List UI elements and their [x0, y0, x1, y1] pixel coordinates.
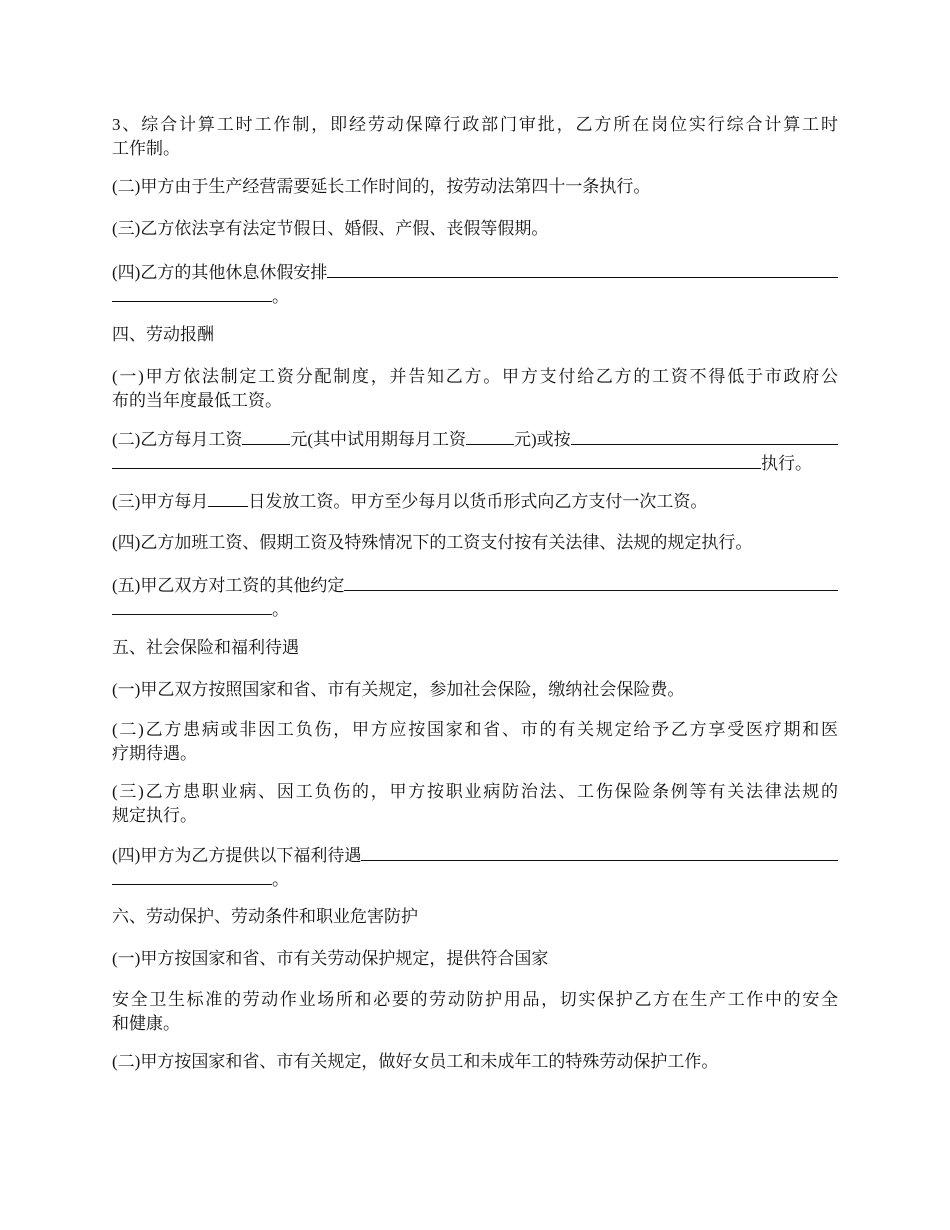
paragraph-benefits	[112, 843, 838, 891]
sentence-end: 执行。	[761, 454, 812, 473]
paragraph-wage-system	[112, 365, 838, 413]
fill-blank-probation-wage[interactable]	[466, 427, 514, 445]
fill-blank-line[interactable]	[112, 597, 272, 615]
paragraph-social-insurance	[112, 678, 838, 702]
paragraph-overtime-pay	[112, 531, 838, 555]
paragraph-safety-standards	[112, 988, 838, 1036]
paragraph-line: (一)甲方按国家和省、市有关劳动保护规定，提供符合国家	[112, 949, 549, 968]
paragraph-line: (三)乙方依法享有法定节假日、婚假、产假、丧假等假期。	[112, 219, 549, 238]
paragraph-other-rest	[112, 260, 838, 308]
field-label: (四)甲方为乙方提供以下福利待遇	[112, 846, 362, 865]
fill-blank-line[interactable]	[344, 573, 838, 591]
paragraph-line: (二)甲方由于生产经营需要延长工作时间的，按劳动法第四十一条执行。	[112, 177, 651, 196]
paragraph-line: 布的当年度最低工资。	[112, 391, 282, 410]
paragraph-line: (四)乙方加班工资、假期工资及特殊情况下的工资支付按有关法律、法规的规定执行。	[112, 533, 753, 552]
paragraph-comprehensive-hours	[112, 113, 838, 161]
fill-blank-line[interactable]	[112, 451, 761, 469]
paragraph-line: 3、综合计算工时工作制，即经劳动保障行政部门审批，乙方所在岗位实行综合计算工时	[112, 115, 838, 134]
paragraph-line: 规定执行。	[112, 806, 197, 825]
paragraph-other-wage-agreement	[112, 573, 838, 621]
sentence-end: 。	[272, 870, 289, 889]
paragraph-holidays	[112, 217, 838, 241]
fill-blank-line[interactable]	[112, 867, 272, 885]
section-heading: 四、劳动报酬	[112, 325, 214, 344]
paragraph-line: 安全卫生标准的劳动作业场所和必要的劳动防护用品，切实保护乙方在生产工作中的安全	[112, 990, 838, 1009]
field-label: (二)乙方每月工资	[112, 430, 243, 449]
field-label: 日发放工资。甲方至少每月以货币形式向乙方支付一次工资。	[248, 492, 708, 511]
paragraph-line: 工作制。	[112, 139, 180, 158]
paragraph-pay-day	[112, 489, 838, 513]
sentence-end: 。	[272, 287, 289, 306]
paragraph-overtime	[112, 175, 838, 199]
paragraph-line: 和健康。	[112, 1014, 180, 1033]
paragraph-line: 疗期待遇。	[112, 744, 197, 763]
fill-blank-line[interactable]	[112, 284, 272, 302]
paragraph-medical-period	[112, 718, 838, 766]
fill-blank-line[interactable]	[327, 260, 838, 278]
paragraph-occupational-disease	[112, 780, 838, 828]
section-heading-remuneration	[112, 323, 838, 347]
fill-blank-line[interactable]	[571, 427, 838, 445]
fill-blank-pay-day[interactable]	[208, 489, 248, 507]
field-label: (三)甲方每月	[112, 492, 209, 511]
paragraph-line: (三)乙方患职业病、因工负伤的，甲方按职业病防治法、工伤保险条例等有关法律法规的	[112, 782, 838, 801]
fill-blank-monthly-wage[interactable]	[242, 427, 290, 445]
sentence-end: 。	[272, 600, 289, 619]
section-heading: 五、社会保险和福利待遇	[112, 638, 299, 657]
fill-blank-line[interactable]	[361, 843, 838, 861]
field-label: 元)或按	[514, 430, 571, 449]
paragraph-line: (一)甲乙双方按照国家和省、市有关规定，参加社会保险，缴纳社会保险费。	[112, 680, 685, 699]
field-label: 元(其中试用期每月工资	[290, 430, 466, 449]
field-label: (四)乙方的其他休息休假安排	[112, 263, 328, 282]
section-heading: 六、劳动保护、劳动条件和职业危害防护	[112, 907, 418, 926]
field-label: (五)甲乙双方对工资的其他约定	[112, 576, 345, 595]
paragraph-protection-rules	[112, 947, 838, 971]
section-heading-labor-protection	[112, 905, 838, 929]
paragraph-line: (二)乙方患病或非因工负伤，甲方应按国家和省、市的有关规定给予乙方享受医疗期和医	[112, 720, 838, 739]
section-heading-insurance	[112, 636, 838, 660]
paragraph-line: (二)甲方按国家和省、市有关规定，做好女员工和未成年工的特殊劳动保护工作。	[112, 1052, 719, 1071]
paragraph-special-protection	[112, 1050, 838, 1074]
paragraph-line: (一)甲方依法制定工资分配制度，并告知乙方。甲方支付给乙方的工资不得低于市政府公	[112, 367, 838, 386]
paragraph-monthly-wage	[112, 427, 838, 475]
